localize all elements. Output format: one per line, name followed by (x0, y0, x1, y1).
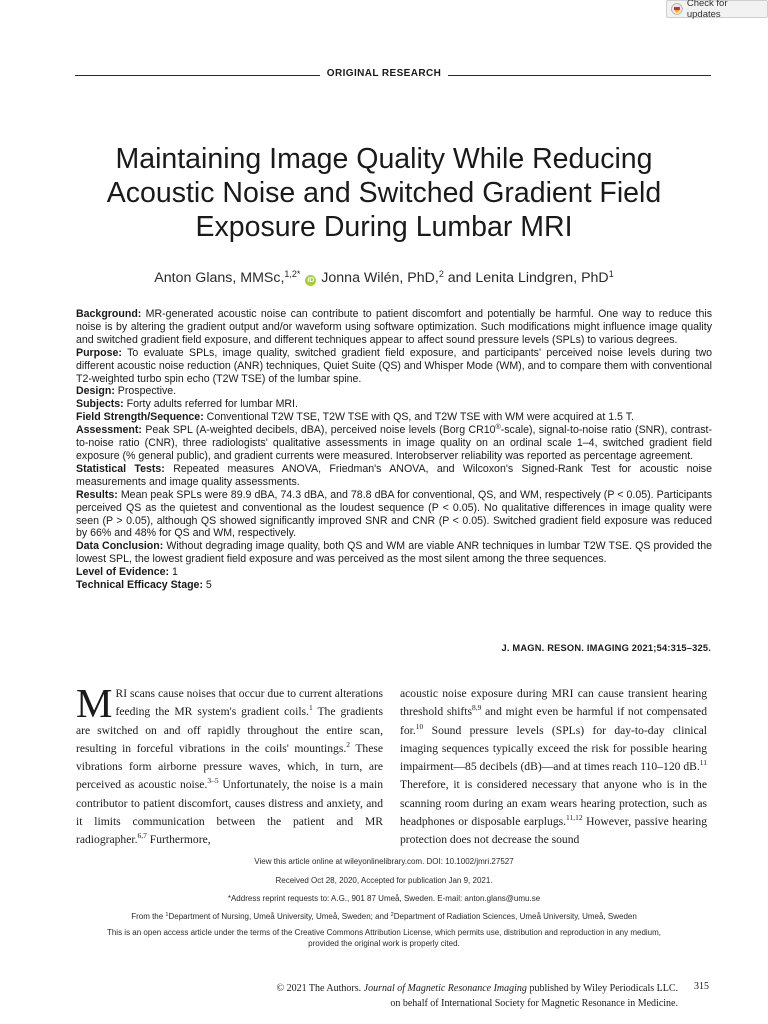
ref-8-9[interactable]: 8,9 (472, 703, 482, 713)
ref-10[interactable]: 10 (415, 721, 424, 731)
abstract-evidence-label: Level of Evidence: (76, 566, 170, 579)
online-doi-line[interactable]: View this article online at wileyonlinelibrary.com. DOI: 10.1002/jmri.27527 (254, 857, 514, 866)
abstract-field-text: Conventional T2W TSE, T2W TSE with QS, and T2W TSE with WM were acquired at 1.5 T. (203, 411, 634, 424)
drop-cap: M (76, 680, 113, 726)
abstract-technical-efficacy (76, 579, 712, 592)
affiliation-2: Department of Radiation Sciences, Umeå University, Umeå, Sweden (393, 912, 637, 921)
abstract-design-text: Prospective. (114, 385, 177, 398)
license-line-2: provided the original work is properly cited. (308, 939, 460, 948)
abstract-evidence-text: 1 (169, 566, 178, 579)
intro-paragraph-continued (400, 685, 707, 850)
abstract-background-label: Background: (76, 308, 142, 320)
author-2-name: Jonna Wilén, PhD, (317, 270, 439, 286)
ref-1[interactable]: 1 (308, 703, 313, 713)
section-label (0, 68, 768, 79)
abstract-results-text: Mean peak SPLs were 89.9 dBA, 74.3 dBA, and 78.8 dBA for conventional, QS, and WM, respectively (P < 0.05). Participants perceived QS as the quietest and conventional as the loudest sequence (P < 0.05). No qualitative differences in image quality were seen (P > 0.05), although QS showed significantly improved SNR and CNR (P < 0.05). Switched gradient field exposure was reduced by 66% and 48% for QS and WM, respectively. (76, 488, 712, 540)
intro-paragraph (76, 680, 384, 850)
abstract-stats-text: Repeated measures ANOVA, Friedman's ANOVA, and Wilcoxon's Signed-Rank Test for acoustic noise measurements and image quality assessments. (76, 462, 712, 488)
copyright-footer (230, 981, 678, 1011)
ref-11[interactable]: 11 (699, 758, 707, 768)
abstract-subjects (76, 398, 712, 411)
abstract-conclusion-text: Without degrading image quality, both QS and WM are viable ANR techniques in lumbar T2W TSE. QS provided the lowest SPL, the lowest gradient field exposure and was perceived as the most silent among the three sequences. (76, 540, 712, 566)
author-1-affiliation: 1,2* (284, 269, 301, 279)
abstract-assessment-text-1: Peak SPL (A-weighted decibels, dBA), perceived noise levels (Borg CR10 (141, 424, 496, 437)
author-2-affiliation: 2 (438, 269, 444, 279)
abstract-design (76, 385, 712, 398)
intro-text-1: RI scans cause noises that occur due to current alterations feeding the MR system's gradient coils. (115, 687, 383, 719)
abstract-purpose (76, 347, 712, 386)
intro-text-8: Sound pressure levels (SPLs) for day-to-day clinical imaging sequences typically exceed the risk for possible hearing impairment—85 decibels (dB)—and at times reach 110–120 dB. (400, 723, 707, 774)
abstract-efficacy-text: 5 (202, 579, 212, 592)
abstract-subjects-text: Forty adults referred for lumbar MRI. (123, 398, 298, 411)
abstract-efficacy-label: Technical Efficacy Stage: (76, 579, 203, 592)
orcid-icon[interactable]: iD (307, 277, 315, 284)
reprint-address-line: *Address reprint requests to: A.G., 901 87 Umeå, Sweden. E-mail: anton.glans@umu.se (227, 894, 541, 903)
registered-mark: ® (495, 424, 501, 432)
intro-text-5: Furthermore, (146, 833, 211, 847)
crossmark-icon (671, 3, 683, 15)
author-3-name: and Lenita Lindgren, PhD (443, 270, 609, 286)
abstract-design-label: Design: (76, 385, 115, 398)
affiliations-line (60, 911, 708, 922)
author-3-affiliation: 1 (608, 269, 614, 279)
affiliations-prefix: From the (131, 912, 166, 921)
affiliation-2-marker: 2 (390, 912, 394, 918)
abstract-subjects-label: Subjects: (76, 398, 124, 411)
abstract-background (76, 308, 712, 347)
ref-3-5[interactable]: 3–5 (207, 776, 219, 786)
intro-text-7: and might even be harmful if not compensated for. (400, 705, 707, 737)
abstract-assessment (76, 424, 712, 463)
intro-text-3: These vibrations form airborne pressure waves, which, in turn, are perceived as acoustic noise. (76, 741, 384, 792)
received-accepted-line: Received Oct 28, 2020, Accepted for publication Jan 9, 2021. (275, 876, 493, 885)
check-for-updates-label: Check for updates (686, 0, 728, 20)
intro-text-2: The gradients are switched on and off rapidly throughout the entire scan, resulting in forceful vibrations in the coils' mountings. (76, 705, 383, 755)
section-label-text: ORIGINAL RESEARCH (320, 68, 448, 79)
abstract-data-conclusion (76, 540, 712, 566)
abstract-purpose-label: Purpose: (76, 346, 122, 359)
abstract-results (76, 489, 712, 541)
intro-text-6: acoustic noise exposure during MRI can cause transient hearing threshold shifts (400, 687, 707, 719)
abstract-assessment-text-2: -scale), signal-to-noise ratio (SNR), contrast-to-noise ratio (CNR), three radiologists' qualitative assessments in image quality on an ordinal scale 1–4, switched gradient field exposure (% general public), and gradient currents were measured. Interobserver reliability was reported as percentage agreement. (76, 424, 712, 462)
author-list (60, 270, 708, 286)
abstract-results-label: Results: (76, 488, 118, 501)
affiliation-1-marker: 1 (165, 912, 169, 918)
abstract-field-strength (76, 411, 712, 424)
abstract-level-of-evidence (76, 566, 712, 579)
ref-2[interactable]: 2 (346, 739, 351, 749)
journal-citation: J. MAGN. RESON. IMAGING 2021;54:315–325. (501, 643, 711, 653)
intro-text-9: Therefore, it is considered necessary that anyone who is in the scanning room during an exam wears hearing protection, such as headphones or disposable earplugs. (400, 778, 707, 829)
ref-11-12[interactable]: 11,12 (566, 813, 583, 823)
abstract-conclusion-label: Data Conclusion: (76, 540, 164, 553)
license-line-1: This is an open access article under the terms of the Creative Commons Attribution License, which permits use, distribution and reproduction in any medium, (106, 928, 662, 937)
intro-text-10: However, passive hearing protection does not decrease the sound (400, 815, 707, 847)
copyright-prefix: © 2021 The Authors. (276, 983, 364, 994)
check-for-updates-button[interactable] (666, 0, 768, 18)
abstract-background-text: MR-generated acoustic noise can contribute to patient discomfort and potentially be harmful. One way to reduce this noise is by altering the gradient output and/or waveform using software optimization. Such modifications might influence image quality and switched gradient field exposure, and different techniques appear to affect sound pressure levels (SPLs) to various degrees. (76, 308, 712, 346)
intro-text-4: Unfortunately, the noise is a main contributor to patient discomfort, causes distress and anxiety, and it limits communication between the patient and MR radiographer. (76, 778, 383, 847)
abstract-field-label: Field Strength/Sequence: (76, 411, 204, 424)
copyright-line-2: on behalf of International Society for Magnetic Resonance in Medicine. (390, 998, 678, 1009)
abstract-stats-label: Statistical Tests: (76, 462, 165, 475)
body-column-right (400, 685, 707, 850)
ref-6-7[interactable]: 6,7 (137, 831, 147, 841)
page-number: 315 (694, 981, 709, 992)
copyright-publisher: published by Wiley Periodicals LLC. (526, 983, 678, 994)
body-column-left (76, 680, 384, 850)
affiliation-1: Department of Nursing, Umeå University, Umeå, Sweden; and (168, 912, 391, 921)
abstract-statistical-tests (76, 463, 712, 489)
copyright-line-1 (230, 981, 678, 996)
abstract (76, 308, 712, 592)
article-title: Maintaining Image Quality While Reducing Acoustic Noise and Switched Gradient Field Exposure During Lumbar MRI (106, 143, 662, 243)
author-1-name: Anton Glans, MMSc, (154, 270, 285, 286)
abstract-assessment-label: Assessment: (76, 424, 142, 437)
journal-name: Journal of Magnetic Resonance Imaging (363, 983, 527, 994)
abstract-purpose-text: To evaluate SPLs, image quality, switched gradient field exposure, and participants' perceived noise levels during two different acoustic noise reduction (ANR) techniques, Quiet Suite (QS) and Whisper Mode (WM), and to compare them with conventional T2-weighted turbo spin echo (T2W TSE) of the lumbar spine. (76, 346, 712, 385)
